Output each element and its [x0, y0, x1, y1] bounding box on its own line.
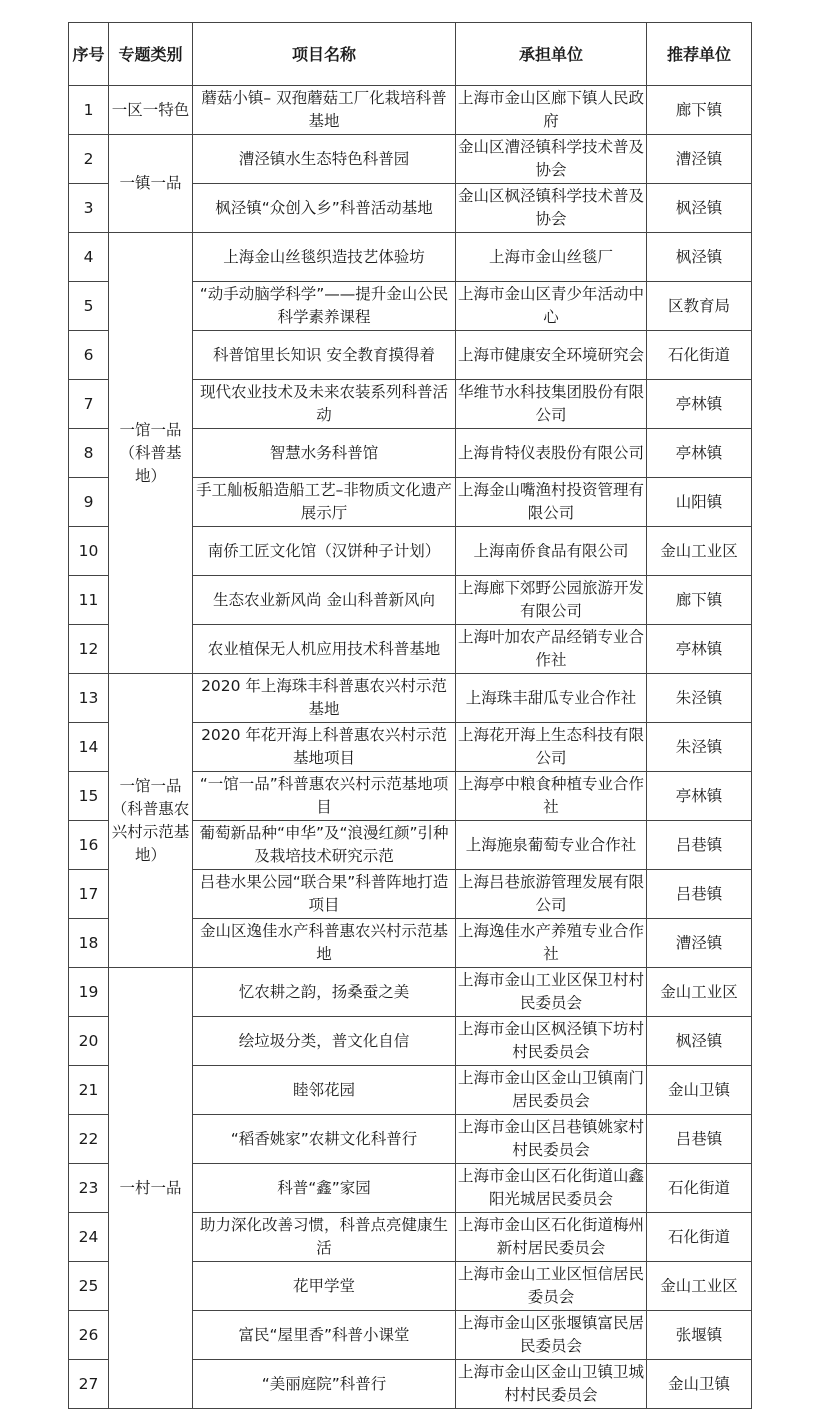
- project-name: 2020 年花开海上科普惠农兴村示范基地项目: [193, 723, 456, 772]
- project-name: 吕巷水果公园“联合果”科普阵地打造项目: [193, 870, 456, 919]
- undertaker-unit: 上海市金山区青少年活动中心: [456, 282, 647, 331]
- project-name: 绘垃圾分类，普文化自信: [193, 1017, 456, 1066]
- undertaker-unit: 上海市金山区廊下镇人民政府: [456, 86, 647, 135]
- undertaker-unit: 上海珠丰甜瓜专业合作社: [456, 674, 647, 723]
- project-name: 蘑菇小镇– 双孢蘑菇工厂化栽培科普基地: [193, 86, 456, 135]
- recommender-unit: 金山工业区: [647, 968, 752, 1017]
- row-index: 27: [69, 1360, 109, 1409]
- recommender-unit: 枫泾镇: [647, 1017, 752, 1066]
- recommender-unit: 石化街道: [647, 1164, 752, 1213]
- recommender-unit: 漕泾镇: [647, 135, 752, 184]
- header-recommender: 推荐单位: [647, 23, 752, 86]
- project-name: 南侨工匠文化馆（汉饼种子计划）: [193, 527, 456, 576]
- undertaker-unit: 上海市金山区石化街道梅州新村居民委员会: [456, 1213, 647, 1262]
- table-row: [69, 86, 752, 135]
- recommender-unit: 吕巷镇: [647, 870, 752, 919]
- project-name: 上海金山丝毯织造技艺体验坊: [193, 233, 456, 282]
- row-index: 17: [69, 870, 109, 919]
- row-index: 4: [69, 233, 109, 282]
- undertaker-unit: 上海南侨食品有限公司: [456, 527, 647, 576]
- recommender-unit: 石化街道: [647, 331, 752, 380]
- recommender-unit: 山阳镇: [647, 478, 752, 527]
- undertaker-unit: 金山区漕泾镇科学技术普及协会: [456, 135, 647, 184]
- project-name: 生态农业新风尚 金山科普新风向: [193, 576, 456, 625]
- recommender-unit: 金山卫镇: [647, 1360, 752, 1409]
- recommender-unit: 枫泾镇: [647, 233, 752, 282]
- row-index: 18: [69, 919, 109, 968]
- project-name: 手工舢板船造船工艺–非物质文化遗产展示厅: [193, 478, 456, 527]
- header-project-name: 项目名称: [193, 23, 456, 86]
- undertaker-unit: 上海市金山区石化街道山鑫阳光城居民委员会: [456, 1164, 647, 1213]
- row-index: 19: [69, 968, 109, 1017]
- row-index: 14: [69, 723, 109, 772]
- row-index: 7: [69, 380, 109, 429]
- undertaker-unit: 上海亭中粮食种植专业合作社: [456, 772, 647, 821]
- row-index: 1: [69, 86, 109, 135]
- undertaker-unit: 上海吕巷旅游管理发展有限公司: [456, 870, 647, 919]
- recommender-unit: 亭林镇: [647, 625, 752, 674]
- recommender-unit: 金山工业区: [647, 527, 752, 576]
- recommender-unit: 区教育局: [647, 282, 752, 331]
- project-name: 富民“屋里香”科普小课堂: [193, 1311, 456, 1360]
- undertaker-unit: 上海金山嘴渔村投资管理有限公司: [456, 478, 647, 527]
- undertaker-unit: 上海市金山区金山卫镇南门居民委员会: [456, 1066, 647, 1115]
- undertaker-unit: 上海市健康安全环境研究会: [456, 331, 647, 380]
- row-index: 10: [69, 527, 109, 576]
- category-cell: 一村一品: [109, 968, 193, 1409]
- undertaker-unit: 上海廊下郊野公园旅游开发有限公司: [456, 576, 647, 625]
- project-name: 忆农耕之韵，扬桑蚕之美: [193, 968, 456, 1017]
- project-name: “动手动脑学科学”——提升金山公民科学素养课程: [193, 282, 456, 331]
- recommender-unit: 吕巷镇: [647, 1115, 752, 1164]
- recommender-unit: 金山卫镇: [647, 1066, 752, 1115]
- recommender-unit: 亭林镇: [647, 429, 752, 478]
- project-name: “一馆一品”科普惠农兴村示范基地项目: [193, 772, 456, 821]
- recommender-unit: 枫泾镇: [647, 184, 752, 233]
- recommender-unit: 金山工业区: [647, 1262, 752, 1311]
- recommender-unit: 朱泾镇: [647, 674, 752, 723]
- table-body: [69, 86, 752, 1409]
- undertaker-unit: 上海市金山丝毯厂: [456, 233, 647, 282]
- undertaker-unit: 上海市金山工业区保卫村村民委员会: [456, 968, 647, 1017]
- undertaker-unit: 上海叶加农产品经销专业合作社: [456, 625, 647, 674]
- undertaker-unit: 上海市金山区金山卫镇卫城村村民委员会: [456, 1360, 647, 1409]
- project-name: 2020 年上海珠丰科普惠农兴村示范基地: [193, 674, 456, 723]
- table-row: [69, 968, 752, 1017]
- row-index: 8: [69, 429, 109, 478]
- row-index: 16: [69, 821, 109, 870]
- undertaker-unit: 上海施泉葡萄专业合作社: [456, 821, 647, 870]
- recommender-unit: 张堰镇: [647, 1311, 752, 1360]
- header-index: 序号: [69, 23, 109, 86]
- project-name: 智慧水务科普馆: [193, 429, 456, 478]
- row-index: 6: [69, 331, 109, 380]
- table-row: [69, 674, 752, 723]
- project-name: 花甲学堂: [193, 1262, 456, 1311]
- project-name: 科普馆里长知识 安全教育摸得着: [193, 331, 456, 380]
- project-name: 助力深化改善习惯，科普点亮健康生活: [193, 1213, 456, 1262]
- undertaker-unit: 上海市金山区枫泾镇下坊村村民委员会: [456, 1017, 647, 1066]
- project-name: 现代农业技术及未来农装系列科普活动: [193, 380, 456, 429]
- recommender-unit: 石化街道: [647, 1213, 752, 1262]
- category-cell: 一馆一品（科普基地）: [109, 233, 193, 674]
- row-index: 9: [69, 478, 109, 527]
- category-cell: 一镇一品: [109, 135, 193, 233]
- row-index: 5: [69, 282, 109, 331]
- project-name: 金山区逸佳水产科普惠农兴村示范基地: [193, 919, 456, 968]
- undertaker-unit: 上海市金山区张堰镇富民居民委员会: [456, 1311, 647, 1360]
- table-row: [69, 135, 752, 184]
- recommender-unit: 亭林镇: [647, 380, 752, 429]
- row-index: 23: [69, 1164, 109, 1213]
- undertaker-unit: 华维节水科技集团股份有限公司: [456, 380, 647, 429]
- row-index: 24: [69, 1213, 109, 1262]
- project-name: 农业植保无人机应用技术科普基地: [193, 625, 456, 674]
- project-name: 科普“鑫”家园: [193, 1164, 456, 1213]
- row-index: 2: [69, 135, 109, 184]
- recommender-unit: 吕巷镇: [647, 821, 752, 870]
- project-name: “美丽庭院”科普行: [193, 1360, 456, 1409]
- project-name: 漕泾镇水生态特色科普园: [193, 135, 456, 184]
- category-cell: 一区一特色: [109, 86, 193, 135]
- project-name: 睦邻花园: [193, 1066, 456, 1115]
- row-index: 25: [69, 1262, 109, 1311]
- row-index: 13: [69, 674, 109, 723]
- recommender-unit: 亭林镇: [647, 772, 752, 821]
- undertaker-unit: 上海市金山区吕巷镇姚家村村民委员会: [456, 1115, 647, 1164]
- undertaker-unit: 上海肯特仪表股份有限公司: [456, 429, 647, 478]
- undertaker-unit: 上海花开海上生态科技有限公司: [456, 723, 647, 772]
- row-index: 15: [69, 772, 109, 821]
- project-table: [68, 22, 752, 1409]
- row-index: 21: [69, 1066, 109, 1115]
- recommender-unit: 廊下镇: [647, 576, 752, 625]
- row-index: 12: [69, 625, 109, 674]
- row-index: 20: [69, 1017, 109, 1066]
- row-index: 11: [69, 576, 109, 625]
- recommender-unit: 漕泾镇: [647, 919, 752, 968]
- undertaker-unit: 上海逸佳水产养殖专业合作社: [456, 919, 647, 968]
- undertaker-unit: 上海市金山工业区恒信居民委员会: [456, 1262, 647, 1311]
- row-index: 3: [69, 184, 109, 233]
- project-name: 枫泾镇“众创入乡”科普活动基地: [193, 184, 456, 233]
- category-cell: 一馆一品（科普惠农兴村示范基地）: [109, 674, 193, 968]
- row-index: 26: [69, 1311, 109, 1360]
- recommender-unit: 廊下镇: [647, 86, 752, 135]
- header-undertaker: 承担单位: [456, 23, 647, 86]
- project-name: 葡萄新品种“申华”及“浪漫红颜”引种及栽培技术研究示范: [193, 821, 456, 870]
- undertaker-unit: 金山区枫泾镇科学技术普及协会: [456, 184, 647, 233]
- recommender-unit: 朱泾镇: [647, 723, 752, 772]
- project-name: “稻香姚家”农耕文化科普行: [193, 1115, 456, 1164]
- header-row: [69, 23, 752, 86]
- table-row: [69, 233, 752, 282]
- header-category: 专题类别: [109, 23, 193, 86]
- row-index: 22: [69, 1115, 109, 1164]
